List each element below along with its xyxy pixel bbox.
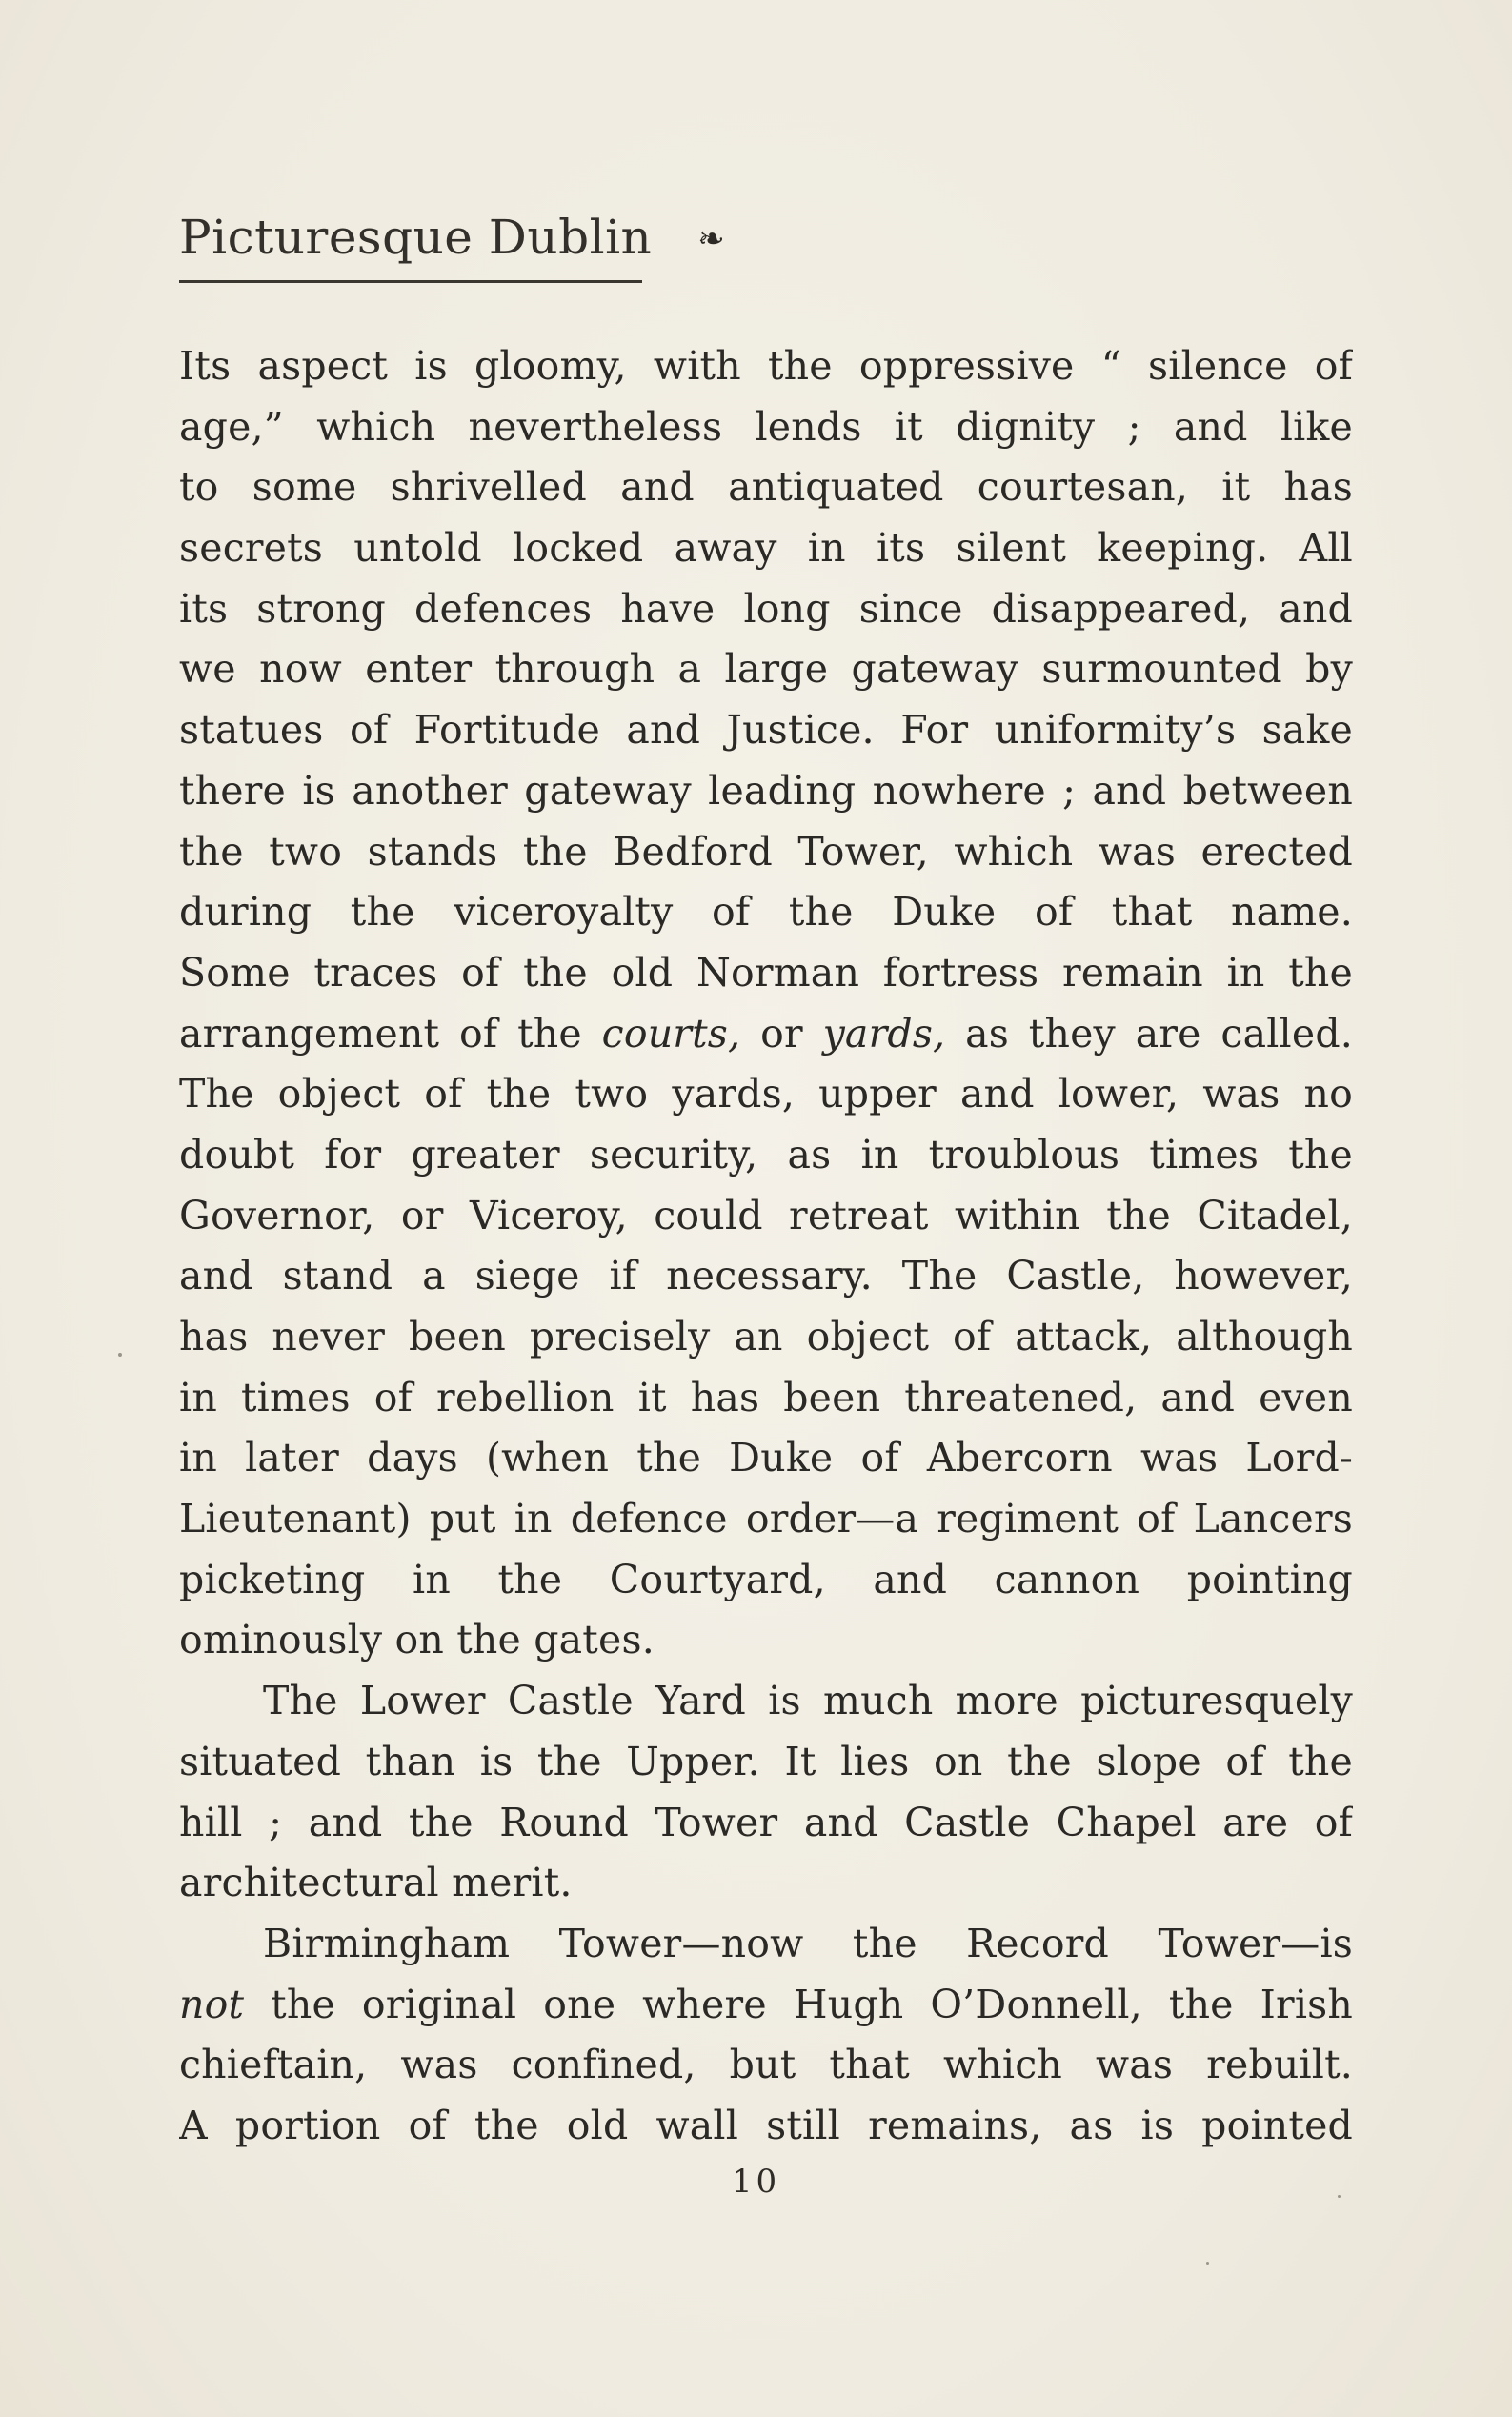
text-line: A portion of the old wall still remains, as is pointed (179, 2102, 1353, 2148)
text-fragment: as they are called. (945, 1010, 1353, 1057)
text-line: The Lower Castle Yard is much more picturesquely (263, 1678, 1353, 1724)
text-fragment: arrangement of the (179, 1010, 602, 1057)
body-text (179, 336, 1353, 2157)
text-line: Some traces of the old Norman fortress remain in the (179, 949, 1353, 996)
text-line: Governor, or Viceroy, could retreat within the Citadel, (179, 1192, 1353, 1239)
text-line: secrets untold locked away in its silent keeping. All (179, 525, 1353, 572)
text-line-with-italics (179, 1004, 1353, 1065)
text-line: during the viceroyalty of the Duke of that name. (179, 889, 1353, 936)
italic-term-yards: yards, (822, 1010, 946, 1057)
paper-speck (1338, 2195, 1341, 2198)
text-line: there is another gateway leading nowhere ; and between (179, 767, 1353, 814)
text-line-with-italics (179, 1975, 1353, 2036)
fleuron-ornament-icon: ❧ (697, 220, 725, 258)
text-line: has never been precisely an object of attack, although (179, 1314, 1353, 1360)
text-fragment: or (740, 1010, 823, 1057)
text-line: Lieutenant) put in defence order—a regiment of Lancers (179, 1496, 1353, 1542)
text-line: age,” which nevertheless lends it dignity ; and like (179, 403, 1353, 450)
text-line: in times of rebellion it has been threatened, and even (179, 1374, 1353, 1420)
text-line: ominously on the gates. (179, 1617, 655, 1663)
text-line: architectural merit. (179, 1860, 573, 1906)
text-line: in later days (when the Duke of Abercorn was Lord- (179, 1435, 1353, 1481)
text-line: to some shrivelled and antiquated courtesan, it has (179, 464, 1353, 511)
text-line: Birmingham Tower—now the Record Tower—is (263, 1920, 1353, 1966)
paper-speck (118, 1353, 122, 1357)
italic-term-courts: courts, (601, 1010, 741, 1057)
text-line: The object of the two yards, upper and lower, was no (179, 1071, 1353, 1118)
page-number: 10 (731, 2163, 781, 2201)
running-head (179, 202, 751, 278)
text-line: statues of Fortitude and Justice. For uniformity’s sake (179, 707, 1353, 754)
running-head-title: Picturesque Dublin (179, 210, 653, 265)
text-line: the two stands the Bedford Tower, which was erected (179, 828, 1353, 875)
italic-term-not: not (179, 1981, 245, 2027)
text-line: doubt for greater security, as in troublous times the (179, 1131, 1353, 1178)
text-line: chieftain, was confined, but that which was rebuilt. (179, 2042, 1353, 2088)
text-line: picketing in the Courtyard, and cannon pointing (179, 1556, 1353, 1602)
text-fragment: the original one where Hugh O’Donnell, the Irish (244, 1981, 1353, 2027)
text-line: hill ; and the Round Tower and Castle Chapel are of (179, 1799, 1353, 1845)
paper-speck (1206, 2262, 1209, 2265)
text-line: Its aspect is gloomy, with the oppressive “ silence of (179, 343, 1353, 389)
running-head-rule (179, 280, 642, 283)
text-line: and stand a siege if necessary. The Castle, however, (179, 1253, 1353, 1299)
text-line: its strong defences have long since disappeared, and (179, 585, 1353, 632)
text-line: situated than is the Upper. It lies on the slope of the (179, 1738, 1353, 1784)
text-line: we now enter through a large gateway surmounted by (179, 646, 1353, 693)
